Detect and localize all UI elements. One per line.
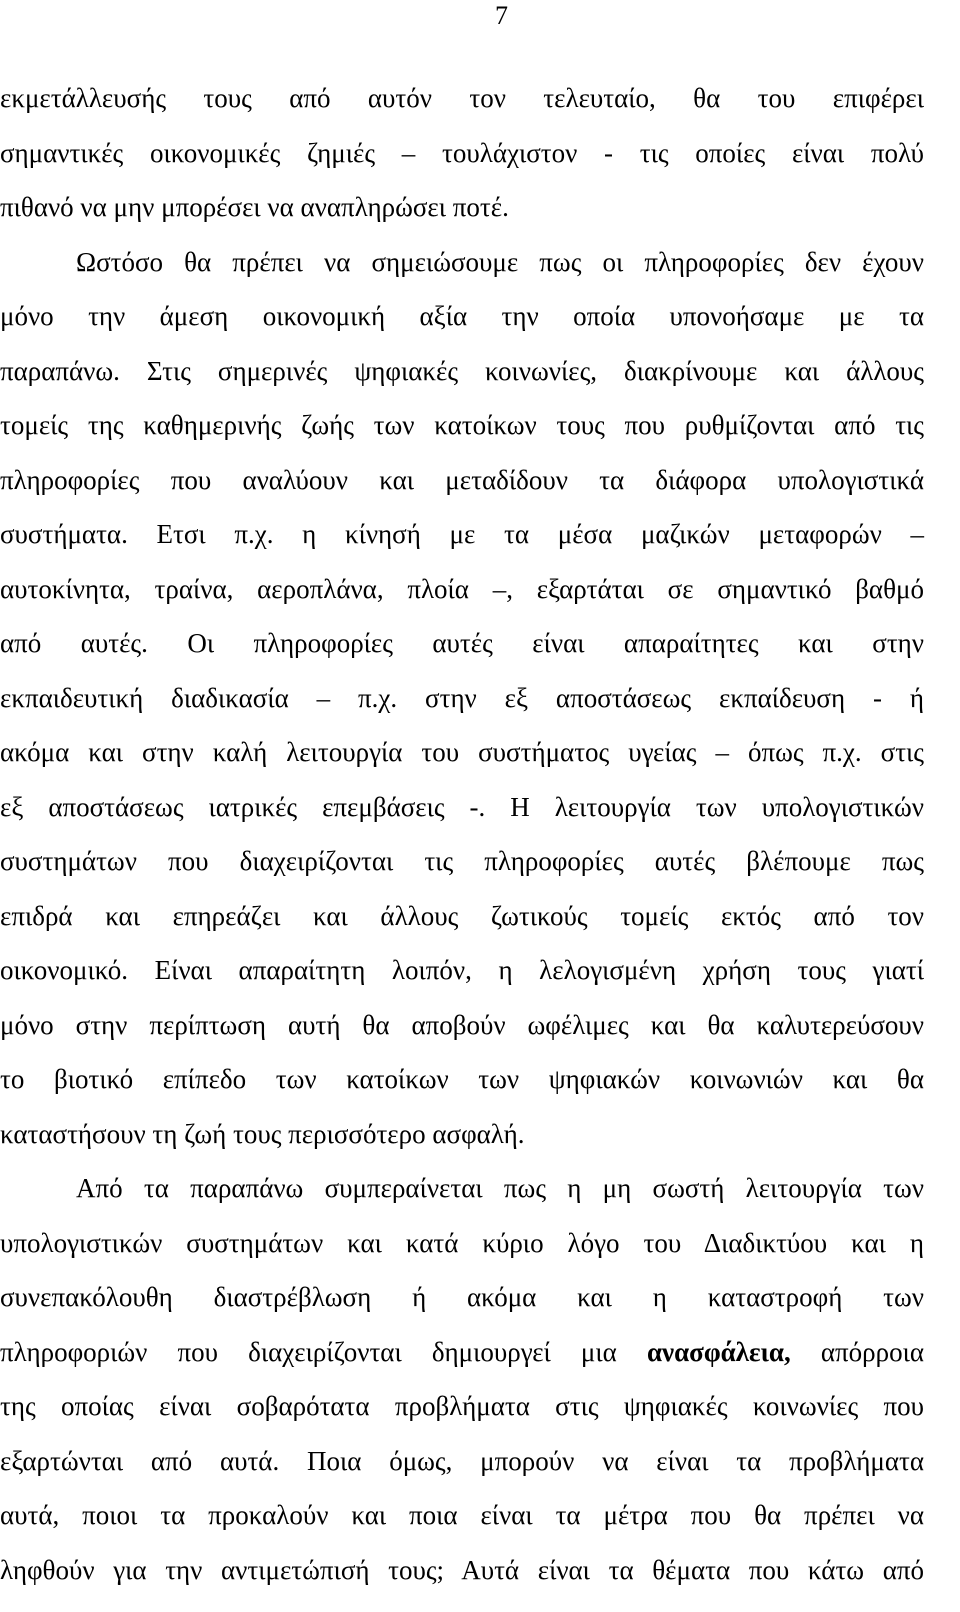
text-line: πιθανό να μην μπορέσει να αναπληρώσει ποτέ.: [0, 192, 509, 222]
text-line: αυτοκίνητα, τραίνα, αεροπλάνα, πλοία –, εξαρτάται σε σημαντικό βαθμό: [0, 573, 924, 604]
text-line: μόνο την άμεση οικονομική αξία την οποία υπονοήσαμε με τα: [0, 301, 924, 331]
text-line: τομείς της καθημερινής ζωής των κατοίκων τους που ρυθμίζονται από τις: [0, 410, 924, 440]
text-line: συνεπακόλουθη διαστρέβλωση ή ακόμα και η καταστροφή των: [0, 1282, 924, 1312]
text-line: υπολογιστικών συστημάτων και κατά κύριο λόγο του Διαδικτύου και η: [0, 1227, 924, 1258]
text-line: ακόμα και στην καλή λειτουργία του συστήματος υγείας – όπως π.χ. στις: [0, 737, 924, 767]
emphasized-term: ανασφάλεια,: [646, 1336, 791, 1367]
text-line: από αυτές. Οι πληροφορίες αυτές είναι απαραίτητες και στην: [0, 628, 924, 658]
text-line: μόνο στην περίπτωση αυτή θα αποβούν ωφέλιμες και θα καλυτερεύσουν: [0, 1009, 924, 1040]
text-line: Ωστόσο θα πρέπει να σημειώσουμε πως οι πληροφορίες δεν έχουν: [76, 246, 924, 277]
text-line: αυτά, ποιοι τα προκαλούν και ποια είναι τα μέτρα που θα πρέπει να: [0, 1500, 924, 1530]
text-line: καταστήσουν τη ζωή τους περισσότερο ασφαλή.: [0, 1118, 525, 1149]
text-line: το βιοτικό επίπεδο των κατοίκων των ψηφιακών κοινωνιών και θα: [0, 1064, 924, 1094]
text-line: εξαρτώνται από αυτά. Ποια όμως, μπορούν να είναι τα προβλήματα: [0, 1445, 924, 1476]
text-line: οικονομικό. Είναι απαραίτητη λοιπόν, η λελογισμένη χρήση τους γιατί: [0, 955, 924, 985]
text-line-with-emphasis: [0, 1325, 924, 1380]
text-line: πληροφορίες που αναλύουν και μεταδίδουν τα διάφορα υπολογιστικά: [0, 464, 924, 495]
text-line: εκμετάλλευσής τους από αυτόν τον τελευταίο, θα του επιφέρει: [0, 83, 924, 113]
text-line: σημαντικές οικονομικές ζημιές – τουλάχιστον - τις οποίες είναι πολύ: [0, 137, 924, 168]
text-line: εξ αποστάσεως ιατρικές επεμβάσεις -. Η λειτουργία των υπολογιστικών: [0, 791, 924, 822]
text-line: επιδρά και επηρεάζει και άλλους ζωτικούς τομείς εκτός από τον: [0, 900, 924, 931]
text-line: Από τα παραπάνω συμπεραίνεται πως η μη σωστή λειτουργία των: [76, 1173, 924, 1203]
document-body: [0, 71, 924, 1597]
page-number: 7: [495, 1, 508, 30]
text-line: παραπάνω. Στις σημερινές ψηφιακές κοινωνίες, διακρίνουμε και άλλους: [0, 355, 924, 386]
text-line: ληφθούν για την αντιμετώπισή τους; Αυτά είναι τα θέματα που κάτω από: [0, 1554, 924, 1585]
text-run: απόρροια: [790, 1336, 924, 1367]
text-line: της οποίας είναι σοβαρότατα προβλήματα στις ψηφιακές κοινωνίες που: [0, 1391, 924, 1421]
text-run: πληροφοριών που διαχειρίζονται δημιουργεί μια: [0, 1336, 647, 1367]
text-line: συστημάτων που διαχειρίζονται τις πληροφορίες αυτές βλέπουμε πως: [0, 846, 924, 876]
text-line: εκπαιδευτική διαδικασία – π.χ. στην εξ αποστάσεως εκπαίδευση - ή: [0, 682, 924, 713]
text-line: συστήματα. Ετσι π.χ. η κίνησή με τα μέσα μαζικών μεταφορών –: [0, 519, 924, 549]
